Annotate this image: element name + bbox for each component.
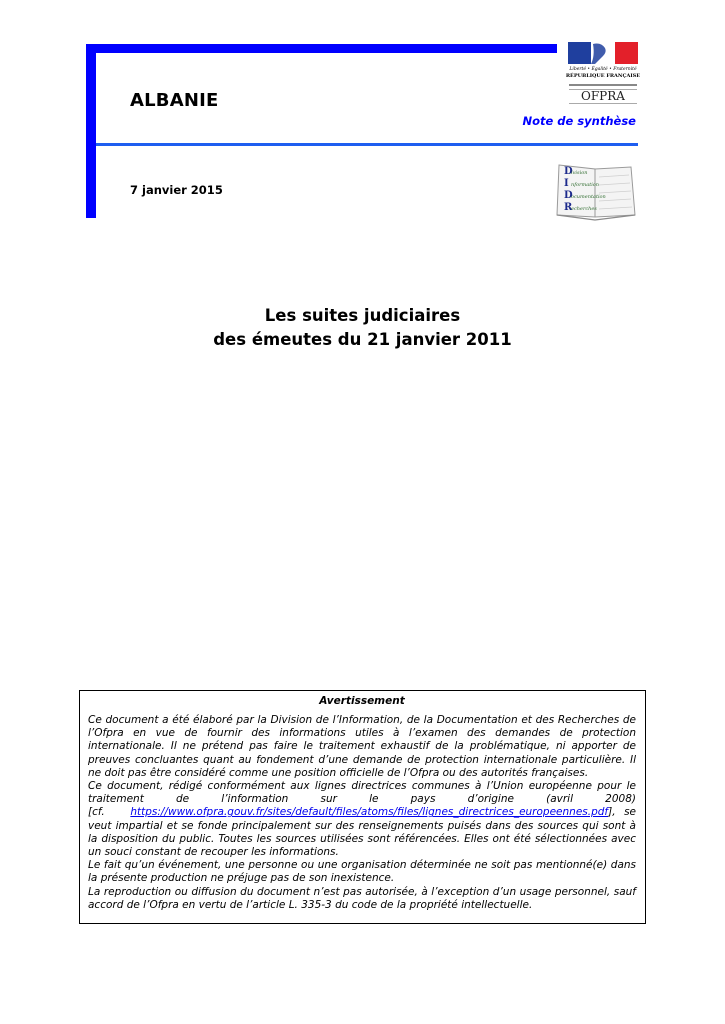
document-type: Note de synthèse	[522, 114, 636, 128]
marianne-profile-icon	[587, 42, 611, 64]
disclaimer-paragraph-2: Ce document, rédigé conformément aux lignes directrices communes à l’Union européenne pour le traitement de l’information sur le pays d’origine (avril 2008) [cf. https://www.ofpra.gouv.fr/sites/default/files/atoms/files/lignes_directrices_europeennes.pdf], se veut impartial et se fonde principalement sur des renseignements puisés dans des sources qui sont à la disposition du public. Toutes les sources utilisées sont référencées. Elles ont été sélectionnées avec un souci constant de recouper les informations.	[88, 780, 637, 859]
didr-logo	[555, 163, 637, 221]
disclaimer-paragraph-4: La reproduction ou diffusion du document n’est pas autorisée, à l’exception d’un usage personnel, sauf accord de l’Ofpra en vertu de l’article L. 335-3 du code de la propriété intellectuelle.	[88, 885, 636, 911]
header-bar-left	[86, 44, 96, 218]
disclaimer-box	[79, 690, 646, 924]
document-title	[0, 304, 725, 352]
didr-line: I nformation	[564, 178, 600, 189]
republique-francaise-logo	[565, 42, 641, 106]
logo-separator	[569, 84, 637, 86]
guidelines-link[interactable]: https://www.ofpra.gouv.fr/sites/default/files/atoms/files/lignes_directrices_europeennes.pdf	[130, 806, 609, 819]
disclaimer-paragraph-1: Ce document a été élaboré par la Division de l’Information, de la Documentation et des Recherches de l’Ofpra en vue de fournir des informations utiles à l’examen des demandes de protection internationale. Il ne prétend pas faire le traitement exhaustif de la problématique, ni apporter de preuves concluantes quant au fondement d’une demande de protection internationale particulière. Il ne doit pas être considéré comme une position officielle de l’Ofpra ou des autorités françaises.	[88, 714, 636, 779]
marianne-flag-icon	[568, 42, 638, 64]
republic-motto: Liberté • Égalité • Fraternité	[569, 67, 637, 72]
title-line-2: des émeutes du 21 janvier 2011	[213, 330, 512, 349]
country-title: ALBANIE	[130, 90, 219, 111]
disclaimer-heading: Avertissement	[319, 695, 405, 707]
republic-name: RÉPUBLIQUE FRANÇAISE	[565, 73, 641, 79]
didr-line: D ivision	[564, 166, 588, 177]
document-date: 7 janvier 2015	[130, 183, 223, 197]
title-line-1: Les suites judiciaires	[264, 306, 461, 325]
didr-line: D ocumentation	[564, 190, 606, 201]
ofpra-label: OFPRA	[569, 89, 637, 104]
didr-line: R echerches	[564, 202, 597, 213]
disclaimer-paragraph-3: Le fait qu’un événement, une personne ou une organisation déterminée ne soit pas mentionné(e) dans la présente production ne préjuge pas de son inexistence.	[88, 859, 636, 885]
header-bar-top	[86, 44, 557, 53]
header-divider	[96, 143, 638, 146]
